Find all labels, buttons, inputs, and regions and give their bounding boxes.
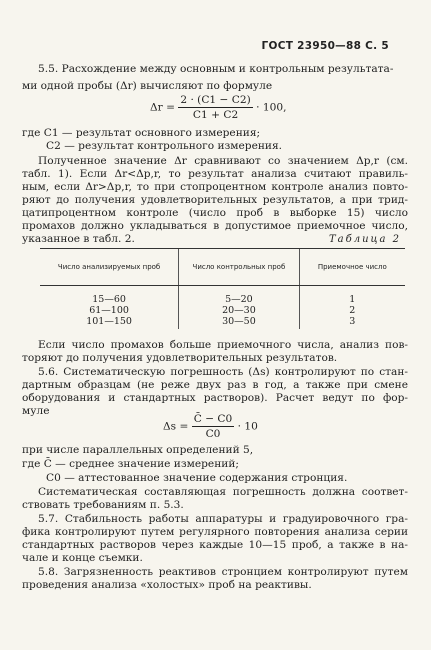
table-cell: 30—50: [179, 316, 299, 329]
table-header-row: [40, 249, 405, 286]
table-cell: 20—30: [179, 305, 299, 316]
formula-tail: · 100,: [256, 101, 287, 114]
formula-fraction: [178, 94, 252, 121]
formula-delta-s: [163, 413, 258, 440]
s57-line4: чале и конце съемки.: [22, 552, 143, 564]
formula-fraction: [192, 413, 235, 440]
s55-where1: где C1 — результат основного измерения;: [22, 127, 261, 139]
table-cell: 101—150: [86, 316, 132, 327]
s56-line3: оборудования и стандартных растворов). Расчет ведут по фор-: [22, 392, 408, 404]
formula-numerator: C̄ − C0: [193, 413, 233, 425]
after-table-line2: торяют до получения удовлетворительных результатов.: [22, 352, 338, 364]
s55-where2: C2 — результат контрольного измерения.: [46, 140, 283, 152]
formula-tail: · 10: [237, 420, 258, 433]
s58-line1: 5.8. Загрязненность реактивов стронцием контролируют путем: [38, 566, 408, 578]
s55-p1: Полученное значение Δr сравнивают со значением Δр,r (см.: [38, 155, 408, 167]
table-cell: 5—20: [179, 286, 299, 306]
after-table-line1: Если число промахов больше приемочного числа, анализ пов-: [38, 339, 408, 351]
table-row: [40, 305, 405, 316]
table-cell: 1: [299, 286, 405, 306]
formula-lhs: Δs =: [163, 420, 189, 433]
col-header-control: Число контрольных проб: [179, 249, 299, 286]
s56-line2: дартным образцам (не реже двух раз в год, а также при смене: [22, 379, 408, 391]
formula-numerator: 2 · (C1 − C2): [180, 94, 251, 106]
table-cell: 2: [299, 305, 405, 316]
table-2: [40, 248, 405, 329]
s56-line4: муле: [22, 405, 50, 417]
formula-denominator: C0: [205, 428, 221, 440]
table-cell: 61—100: [89, 305, 129, 316]
formula-lhs: Δr =: [150, 101, 175, 114]
s56-after2: где C̄ — среднее значение измерений;: [22, 458, 239, 470]
s55-line1: 5.5. Расхождение между основным и контрольным результата-: [38, 63, 394, 75]
s56-line1: 5.6. Систематическую погрешность (Δs) контролируют по стан-: [38, 366, 408, 378]
s58-line2: проведения анализа «холостых» проб на реактивы.: [22, 579, 312, 591]
s55-p6: промахов должно укладываться в допустимое приемочное число,: [22, 220, 408, 232]
table-cell: 3: [299, 316, 405, 329]
s56-after1: при числе параллельных определений 5,: [22, 444, 254, 456]
s57-line3: стандартных растворов через каждые 10—15 проб, а также в на-: [22, 539, 408, 551]
table-caption: Таблица 2: [328, 234, 401, 245]
col-header-analyzed: Число анализируемых проб: [40, 249, 179, 286]
formula-delta-r: [150, 94, 286, 121]
s55-p2: табл. 1). Если Δr<Δр,r, то результат анализа считают правиль-: [22, 168, 408, 180]
s57-line1: 5.7. Стабильность работы аппаратуры и градуировочного гра-: [38, 513, 408, 525]
s56-after4: Систематическая составляющая погрешность должна соответ-: [38, 486, 408, 498]
col-header-acceptance: Приемочное число: [299, 249, 405, 286]
table-row: [40, 316, 405, 329]
s55-line2: ми одной пробы (Δr) вычисляют по формуле: [22, 80, 273, 92]
table-cell: 15—60: [92, 294, 126, 305]
s56-after5: ствовать требованиям п. 5.3.: [22, 499, 184, 511]
s55-p3: ным, если Δr>Δр,r, то при стопроцентном контроле анализ повто-: [22, 181, 408, 193]
s56-after3: C0 — аттестованное значение содержания стронция.: [46, 472, 348, 484]
s57-line2: фика контролируют путем регулярного повторения анализа серии: [22, 526, 408, 538]
table-row: [40, 286, 405, 306]
page-header: ГОСТ 23950—88 С. 5: [261, 40, 389, 52]
s55-p7: указанное в табл. 2.: [22, 233, 135, 245]
s55-p4: ряют до получения удовлетворительных результатов, а при трид-: [22, 194, 408, 206]
s55-p5: цатипроцентном контроле (число проб в выборке 15) число: [22, 207, 408, 219]
formula-denominator: C1 + C2: [192, 109, 239, 121]
